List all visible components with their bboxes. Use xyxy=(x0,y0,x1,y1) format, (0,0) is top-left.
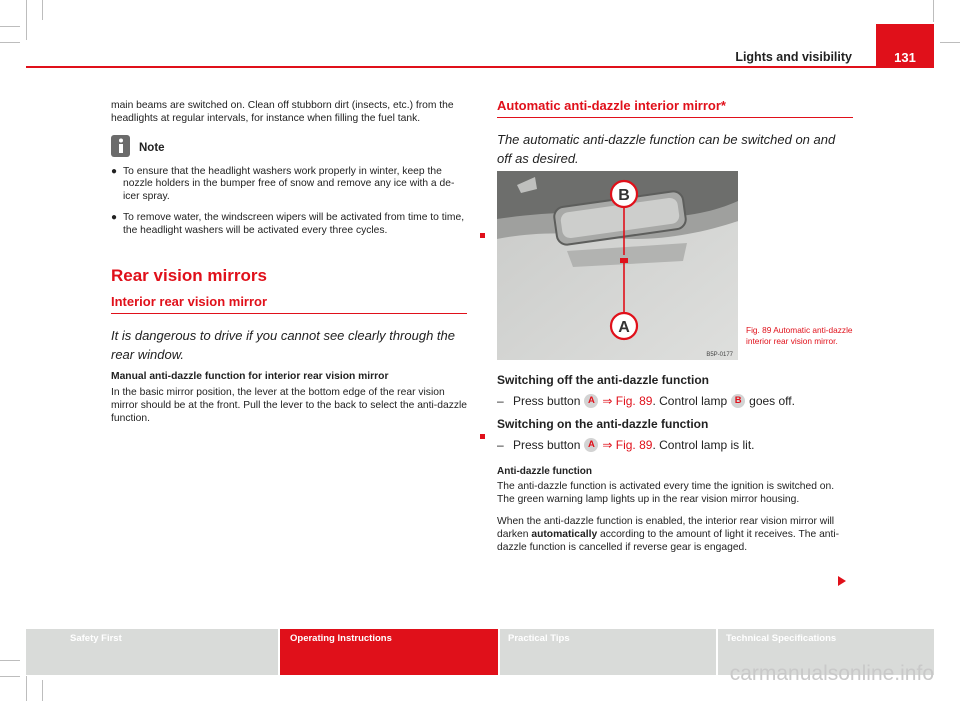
off-heading: Switching off the anti-dazzle function xyxy=(497,373,709,387)
crop-mark xyxy=(933,0,934,22)
step-text: Press button xyxy=(513,437,581,452)
intro-paragraph: main beams are switched on. Clean off stubborn dirt (insects, etc.) from the headlights at regular intervals, for instance when filling the fuel tank. xyxy=(111,100,454,124)
figure-link[interactable]: ⇒ Fig. 89 xyxy=(602,393,653,408)
header-rule xyxy=(26,66,876,68)
step-text: . Control lamp xyxy=(652,393,728,408)
right-column xyxy=(497,100,853,175)
chapter-title: Lights and visibility xyxy=(735,50,852,64)
enabled-bold: automatically xyxy=(531,528,598,540)
crop-mark xyxy=(42,0,43,20)
tab-safety-first[interactable]: Safety First xyxy=(26,629,278,675)
function-text: The anti-dazzle function is activated every time the ignition is switched on. The green warning lamp lights up in the rear vision mirror housing. xyxy=(497,481,835,506)
section-title: Rear vision mirrors xyxy=(111,265,267,285)
enabled-text xyxy=(497,516,853,554)
on-heading: Switching on the anti-dazzle function xyxy=(497,416,709,431)
step-text: . Control lamp is lit. xyxy=(652,437,755,452)
step-dash: – xyxy=(497,393,504,408)
crop-mark xyxy=(0,26,20,27)
crop-mark xyxy=(26,0,27,40)
note-bullet-text: To remove water, the windscreen wipers will be activated from time to time, the headlight washers will be activated every three cycles. xyxy=(123,211,465,236)
right-lower xyxy=(497,374,853,563)
crop-mark xyxy=(0,676,20,677)
continue-arrow-icon xyxy=(838,576,846,586)
page-number-box xyxy=(876,24,934,68)
tab-practical-tips[interactable]: Practical Tips xyxy=(500,629,716,675)
subsection-title: Interior rear vision mirror xyxy=(111,296,467,314)
step-text: goes off. xyxy=(749,393,795,408)
function-heading: Anti-dazzle function xyxy=(497,465,592,477)
tab-operating-instructions[interactable]: Operating Instructions xyxy=(280,629,498,675)
crop-mark xyxy=(0,660,20,661)
anti-dazzle-button xyxy=(620,258,628,263)
lead-text: It is dangerous to drive if you cannot see clearly through the rear window. xyxy=(111,328,455,363)
bullet-icon: ● xyxy=(111,165,118,177)
manual-heading: Manual anti-dazzle function for interior rear vision mirror xyxy=(111,371,389,383)
crop-mark xyxy=(42,680,43,701)
watermark: carmanualsonline.info xyxy=(729,662,934,685)
crop-mark xyxy=(940,42,960,43)
figure-code: B5P-0177 xyxy=(706,352,733,358)
crop-mark xyxy=(26,676,27,701)
page-number: 131 xyxy=(894,50,916,65)
info-icon xyxy=(111,135,130,157)
step-dash: – xyxy=(497,437,504,452)
manual-text: In the basic mirror position, the lever at the bottom edge of the rear vision mirror should be at the front. Pull the lever to the back to select the anti-dazzle function. xyxy=(111,386,468,424)
button-a-ref: A xyxy=(584,394,598,408)
enabled-text-after: according to the amount of light it receives. The anti-dazzle function is cancelled if reverse gear is engaged. xyxy=(497,528,840,553)
label-a: A xyxy=(618,319,630,336)
note-bullet xyxy=(111,166,467,204)
note-title: Note xyxy=(139,141,165,154)
button-a-ref: A xyxy=(584,438,598,452)
label-b: B xyxy=(618,187,630,204)
crop-mark xyxy=(0,42,20,43)
mirror-figure xyxy=(497,171,738,360)
tab-technical-specifications[interactable]: Technical Specifications xyxy=(718,629,934,675)
end-mark-icon xyxy=(480,233,485,238)
enabled-text-before: When the anti-dazzle function is enabled, the interior rear vision mirror will darken xyxy=(497,515,835,540)
lead-text: The automatic anti-dazzle function can be switched on and off as desired. xyxy=(497,131,836,166)
off-step xyxy=(497,392,853,410)
bullet-icon: ● xyxy=(111,211,118,223)
lamp-b-ref: B xyxy=(731,394,745,408)
step-text: Press button xyxy=(513,393,581,408)
note-bullet xyxy=(111,212,467,238)
note-header xyxy=(111,135,467,157)
note-bullet-text: To ensure that the headlight washers work properly in winter, keep the nozzle holders in the bumper free of snow and remove any ice with a de-icer spray. xyxy=(123,165,455,203)
figure-link[interactable]: ⇒ Fig. 89 xyxy=(602,437,653,452)
end-mark-icon xyxy=(480,434,485,439)
on-step xyxy=(497,436,853,454)
left-column xyxy=(111,100,467,434)
figure-caption: Fig. 89 Automatic anti-dazzle interior rear vision mirror. xyxy=(746,325,853,346)
section-title-auto-mirror: Automatic anti-dazzle interior mirror* xyxy=(497,100,853,118)
